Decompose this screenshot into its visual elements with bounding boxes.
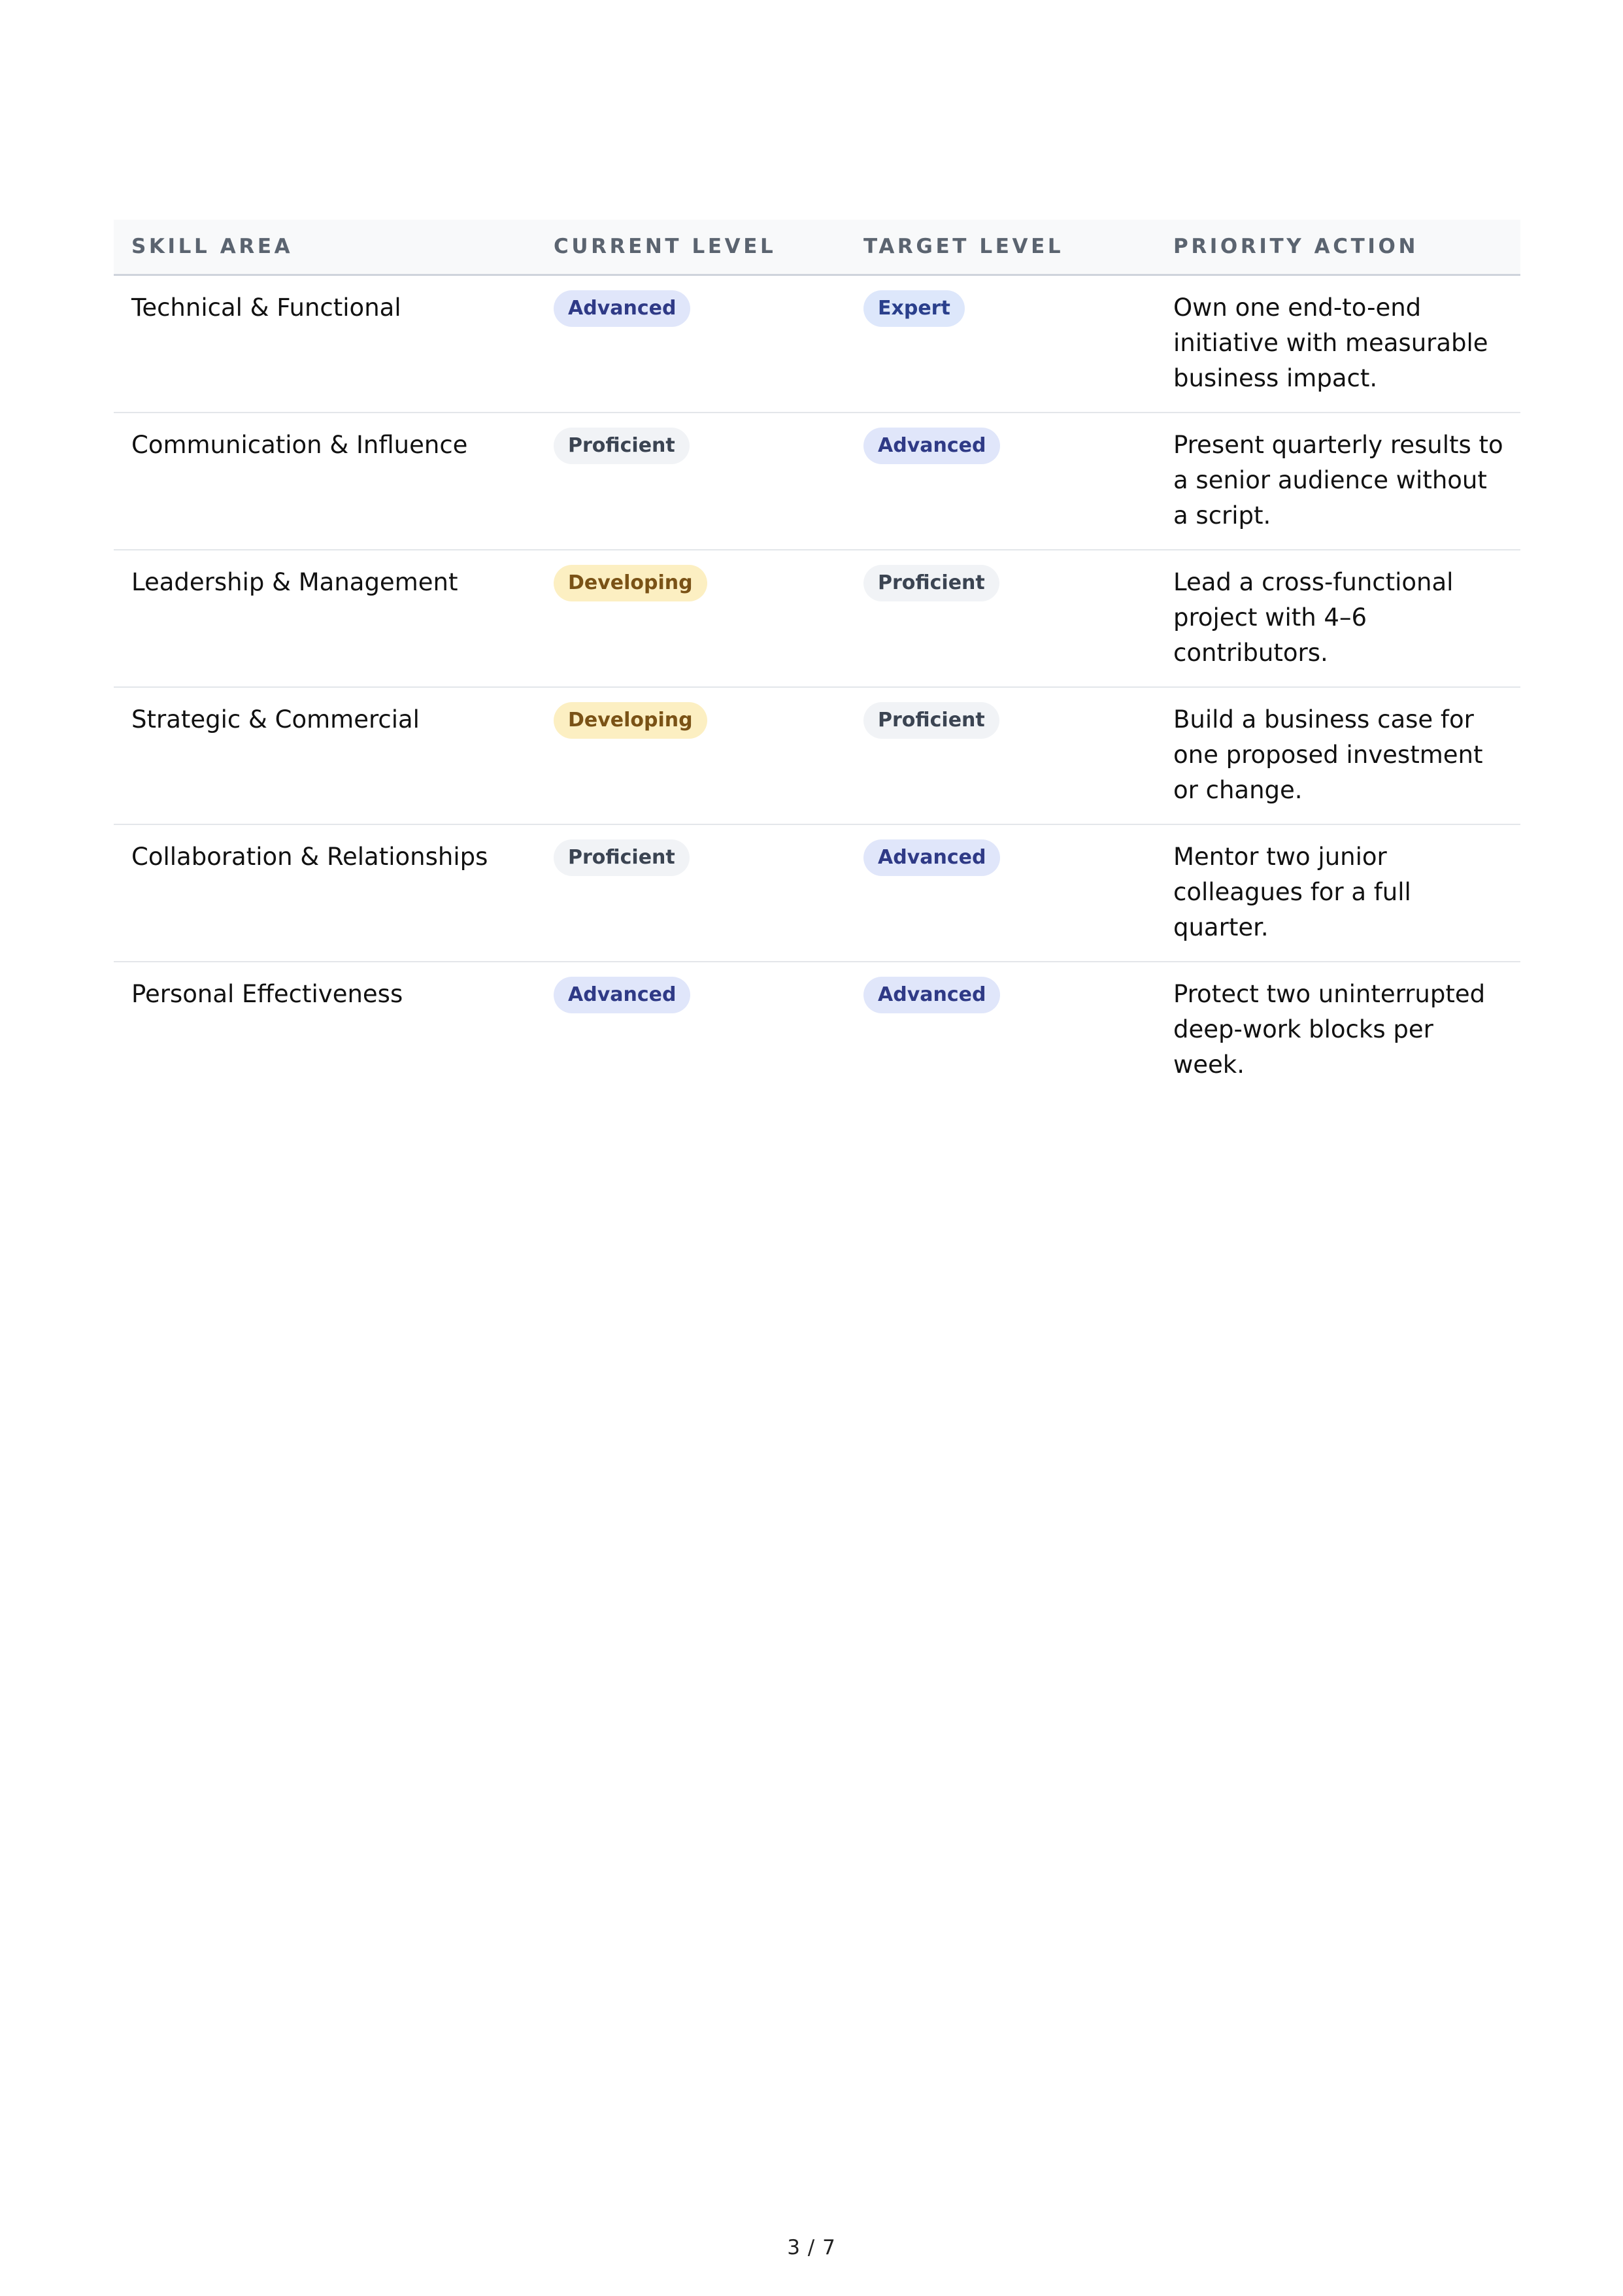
target-level-cell [846,413,1156,550]
current-level-cell [536,824,846,962]
skills-table-container [114,220,1520,1098]
skill-area-cell: Personal Effectiveness [131,979,403,1008]
priority-action-cell: Protect two uninterrupted deep-work blocks per week. [1173,979,1486,1079]
target-level-badge: Advanced [863,428,1000,464]
page-number: 3 / 7 [787,2236,836,2259]
current-level-cell [536,687,846,824]
skills-gap-table [114,220,1520,1098]
target-level-badge: Proficient [863,565,999,601]
skill-area-cell: Communication & Influence [131,430,468,459]
table-row [114,413,1520,550]
current-level-badge: Advanced [554,977,690,1013]
current-level-cell [536,275,846,413]
table-row [114,962,1520,1098]
current-level-badge: Proficient [554,839,690,876]
column-header-skill-area: SKILL AREA [131,235,293,259]
table-header-row [114,220,1520,275]
skill-area-cell: Leadership & Management [131,567,458,596]
table-row [114,275,1520,413]
target-level-cell [846,275,1156,413]
skill-area-cell: Collaboration & Relationships [131,842,488,871]
table-row [114,687,1520,824]
target-level-badge: Advanced [863,977,1000,1013]
current-level-badge: Developing [554,565,707,601]
column-header-priority-action: PRIORITY ACTION [1173,235,1418,259]
target-level-cell [846,550,1156,687]
target-level-badge: Proficient [863,702,999,739]
priority-action-cell: Mentor two junior colleagues for a full quarter. [1173,842,1411,941]
priority-action-cell: Own one end-to-end initiative with measurable business impact. [1173,293,1488,392]
skill-area-cell: Strategic & Commercial [131,705,420,734]
table-body [114,275,1520,1098]
current-level-badge: Proficient [554,428,690,464]
priority-action-cell: Lead a cross-functional project with 4–6 contributors. [1173,567,1454,667]
current-level-badge: Developing [554,702,707,739]
target-level-cell [846,687,1156,824]
priority-action-cell: Build a business case for one proposed investment or change. [1173,705,1483,804]
current-level-badge: Advanced [554,290,690,327]
column-header-target-level: TARGET LEVEL [863,235,1064,259]
current-level-cell [536,413,846,550]
priority-action-cell: Present quarterly results to a senior audience without a script. [1173,430,1503,530]
table-row [114,824,1520,962]
target-level-badge: Advanced [863,839,1000,876]
table-header [114,220,1520,275]
target-level-cell [846,962,1156,1098]
current-level-cell [536,962,846,1098]
target-level-badge: Expert [863,290,965,327]
skill-area-cell: Technical & Functional [131,293,401,322]
current-level-cell [536,550,846,687]
column-header-current-level: CURRENT LEVEL [554,235,777,259]
target-level-cell [846,824,1156,962]
table-row [114,550,1520,687]
